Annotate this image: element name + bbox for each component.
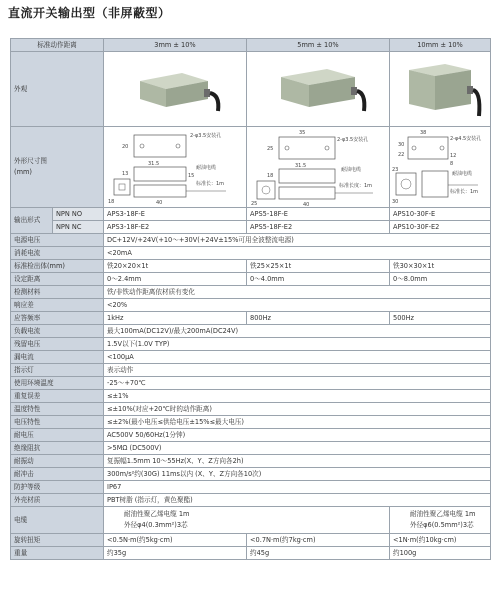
sensor-cable (210, 93, 218, 111)
spec-row (11, 351, 491, 364)
cable-value (104, 507, 390, 534)
spec-value: 800Hz (247, 312, 390, 325)
photo-cell (247, 52, 390, 127)
sensor-front (409, 70, 435, 110)
row-output-no (11, 208, 491, 221)
weight-value: 约100g (390, 547, 491, 560)
spec-value: PBT树脂 (指示灯，黄色聚酯) (104, 494, 491, 507)
photo-cell (104, 52, 247, 127)
row-label: 响应差 (11, 299, 104, 312)
page-title: 直流开关输出型（非屏蔽型） (8, 6, 171, 20)
cable-line-text: 耐油性聚乙烯电缆 1m (124, 510, 190, 518)
spec-value: <20% (104, 299, 491, 312)
mount-hole (412, 146, 416, 150)
column-header: 5mm ± 10% (247, 39, 390, 52)
spec-row (11, 481, 491, 494)
end-view-face (262, 186, 270, 194)
sensor-photo-10mm (395, 56, 485, 122)
cable-length: 标准长：1m (450, 189, 479, 195)
row-label: 残留电压 (11, 338, 104, 351)
spec-row (11, 416, 491, 429)
spec-row (11, 468, 491, 481)
row-label: 重量 (11, 547, 104, 560)
top-view (408, 137, 448, 159)
side-view (134, 167, 186, 181)
top-view (134, 135, 186, 157)
row-label: 耐电压 (11, 429, 104, 442)
drawing-cell (104, 127, 247, 208)
row-label (11, 127, 104, 208)
spec-row (11, 442, 491, 455)
dim-top: 38 (420, 130, 427, 136)
row-sublabel: NPN NC (53, 221, 104, 234)
row-label: 消耗电流 (11, 247, 104, 260)
photo-cell (390, 52, 491, 127)
row-sublabel: NPN NO (53, 208, 104, 221)
dim-w: 20 (122, 144, 129, 150)
end-view (257, 181, 275, 199)
column-header: 3mm ± 10% (104, 39, 247, 52)
mount-hole (285, 146, 289, 150)
dimension-drawing-5mm (247, 127, 388, 207)
spec-value: 最大100mA(DC12V)/最大200mA(DC24V) (104, 325, 491, 338)
sensor-photo-3mm (120, 59, 230, 119)
row-weight (11, 547, 491, 560)
model-cell: APS10-30F-E (390, 208, 491, 221)
spec-value: DC+12V/+24V(+10～+30V(+24V±15%可用全波整流电源) (104, 234, 491, 247)
dim-top: 35 (299, 130, 306, 136)
spec-value: 铁/非铁动作距离依材质有变化 (104, 286, 491, 299)
end-view-face (401, 179, 411, 189)
spec-value: <100μA (104, 351, 491, 364)
spec-value: 1kHz (104, 312, 247, 325)
cable-line-text: 耐油性聚乙烯电缆 1m (410, 510, 476, 518)
row-label: 检测材料 (11, 286, 104, 299)
dim-h: 22 (398, 152, 405, 158)
sensor-photo-5mm (263, 59, 373, 119)
end-view (396, 173, 416, 195)
dimension-drawing-10mm (390, 127, 489, 207)
mount-hole (325, 146, 329, 150)
model-cell: APS5-18F-E2 (247, 221, 390, 234)
cable-label: 耐油电缆 (452, 171, 473, 177)
row-label: 温度特性 (11, 403, 104, 416)
spec-row (11, 455, 491, 468)
dimension-label: 外形尺寸图 (14, 157, 47, 165)
spec-row (11, 494, 491, 507)
dim-body: 25 (251, 201, 258, 207)
dim-c: 23 (392, 167, 399, 173)
cable-length: 标准长度：1m (339, 183, 373, 189)
row-output-nc (11, 221, 491, 234)
row-label: 耐冲击 (11, 468, 104, 481)
spec-value: ≤±2%(最小电压≤供给电压±15%≤最大电压) (104, 416, 491, 429)
spec-value: 表示动作 (104, 364, 491, 377)
model-cell: APS3-18F-E (104, 208, 247, 221)
row-label: 设定距离 (11, 273, 104, 286)
spec-row (11, 312, 491, 325)
row-label: 防护等级 (11, 481, 104, 494)
spec-row (11, 299, 491, 312)
row-label: 应答频率 (11, 312, 104, 325)
sensor-gland (351, 87, 357, 95)
spec-value: 铁20×20×1t (104, 260, 247, 273)
row-label: 负载电流 (11, 325, 104, 338)
dim-mid: 31.5 (295, 163, 307, 169)
spec-row (11, 429, 491, 442)
dim-h: 13 (122, 171, 129, 177)
cable-value (390, 507, 491, 534)
cable-line-text: 外径φ4(0.3mm²)3芯 (124, 521, 188, 529)
spec-value: AC500V 50/60Hz(1分钟) (104, 429, 491, 442)
cable-label: 耐油电缆 (341, 167, 362, 173)
spec-row (11, 286, 491, 299)
spec-row (11, 260, 491, 273)
spec-value: ≤±1% (104, 390, 491, 403)
row-detection-distance (11, 39, 491, 52)
row-label: 绝缘阻抗 (11, 442, 104, 455)
mount-hole (440, 146, 444, 150)
side-view (279, 169, 335, 183)
spec-value: -25～+70℃ (104, 377, 491, 390)
row-label: 旋转扭矩 (11, 534, 104, 547)
column-header: 10mm ± 10% (390, 39, 491, 52)
spec-row (11, 247, 491, 260)
end-view-face (119, 184, 125, 190)
spec-value: 铁30×30×1t (390, 260, 491, 273)
spec-value: 500Hz (390, 312, 491, 325)
model-cell: APS10-30F-E2 (390, 221, 491, 234)
spec-row (11, 325, 491, 338)
spec-row (11, 273, 491, 286)
dim-side: 15 (188, 173, 195, 179)
dim-len: 40 (156, 200, 163, 206)
sensor-gland (204, 89, 210, 97)
spec-value: IP67 (104, 481, 491, 494)
top-view (279, 137, 335, 159)
dim-w: 30 (398, 142, 405, 148)
spec-value: <20mA (104, 247, 491, 260)
spec-value: 1.5V以下(1.0V TYP) (104, 338, 491, 351)
row-label: 耐振动 (11, 455, 104, 468)
dimension-drawing-3mm (104, 127, 245, 207)
bottom-view (134, 185, 186, 197)
spec-table (10, 38, 491, 560)
spec-value: 0～4.0mm (247, 273, 390, 286)
torque-value: <0.5N·m(约5kg·cm) (104, 534, 247, 547)
row-label: 外观 (11, 52, 104, 127)
spec-value: 0～8.0mm (390, 273, 491, 286)
cable-line-text: 外径φ6(0.5mm²)3芯 (410, 521, 474, 529)
dim-a: 12 (450, 153, 457, 159)
side-view (422, 171, 448, 197)
sensor-cable (357, 91, 364, 111)
dim-w: 25 (267, 146, 274, 152)
sensor-cable (473, 90, 479, 116)
spec-row (11, 234, 491, 247)
row-label: 电源电压 (11, 234, 104, 247)
model-cell: APS3-18F-E2 (104, 221, 247, 234)
spec-row (11, 338, 491, 351)
row-label: 电压特性 (11, 416, 104, 429)
row-appearance (11, 52, 491, 127)
dim-len: 40 (303, 202, 310, 207)
cable-length: 标准长：1m (196, 181, 225, 187)
sensor-side (435, 70, 471, 110)
row-label: 指示灯 (11, 364, 104, 377)
hole-label: 2-φ3.5安装孔 (190, 133, 222, 139)
hole-label: 2-φ3.5安装孔 (337, 137, 369, 143)
spec-row (11, 377, 491, 390)
mount-hole (140, 144, 144, 148)
torque-value: <0.7N·m(约7kg·cm) (247, 534, 390, 547)
spec-value: 300m/s²约(30G) 11ms以内 (X、Y、Z方向各10次) (104, 468, 491, 481)
dim-body: 18 (108, 199, 115, 205)
bottom-view (279, 187, 335, 199)
spec-value: 铁25×25×1t (247, 260, 390, 273)
dimension-unit: (mm) (14, 168, 32, 176)
dim-h: 18 (267, 173, 274, 179)
row-cable (11, 507, 491, 534)
weight-value: 约35g (104, 547, 247, 560)
row-label: 输出形式 (11, 208, 53, 234)
cable-label: 耐油电缆 (196, 165, 217, 171)
row-dimensions (11, 127, 491, 208)
drawing-cell (390, 127, 491, 208)
end-view (114, 179, 130, 195)
drawing-cell (247, 127, 390, 208)
spec-row (11, 390, 491, 403)
dim-d: 30 (392, 199, 399, 205)
spec-row (11, 364, 491, 377)
spec-value: 0～2.4mm (104, 273, 247, 286)
row-torque (11, 534, 491, 547)
sensor-gland (467, 86, 473, 94)
hole-label: 2-φ4.5安装孔 (450, 136, 482, 142)
row-label: 标准检出体(mm) (11, 260, 104, 273)
row-label: 外壳材质 (11, 494, 104, 507)
dim-b: 8 (450, 161, 454, 167)
row-label: 重复误差 (11, 390, 104, 403)
row-label: 电缆 (11, 507, 104, 534)
row-label: 标准动作距离 (11, 39, 104, 52)
spec-value: ≤±10%(对应+20℃时的动作距离) (104, 403, 491, 416)
weight-value: 约45g (247, 547, 390, 560)
model-cell: APS5-18F-E (247, 208, 390, 221)
mount-hole (176, 144, 180, 148)
dim-mid: 31.5 (148, 161, 160, 167)
spec-row (11, 403, 491, 416)
row-label: 漏电流 (11, 351, 104, 364)
row-label: 使用环境温度 (11, 377, 104, 390)
torque-value: <1N·m(约10kg·cm) (390, 534, 491, 547)
spec-value: >5MΩ (DC500V) (104, 442, 491, 455)
spec-value: 复振幅1.5mm 10～55Hz(X、Y、Z方向各2h) (104, 455, 491, 468)
